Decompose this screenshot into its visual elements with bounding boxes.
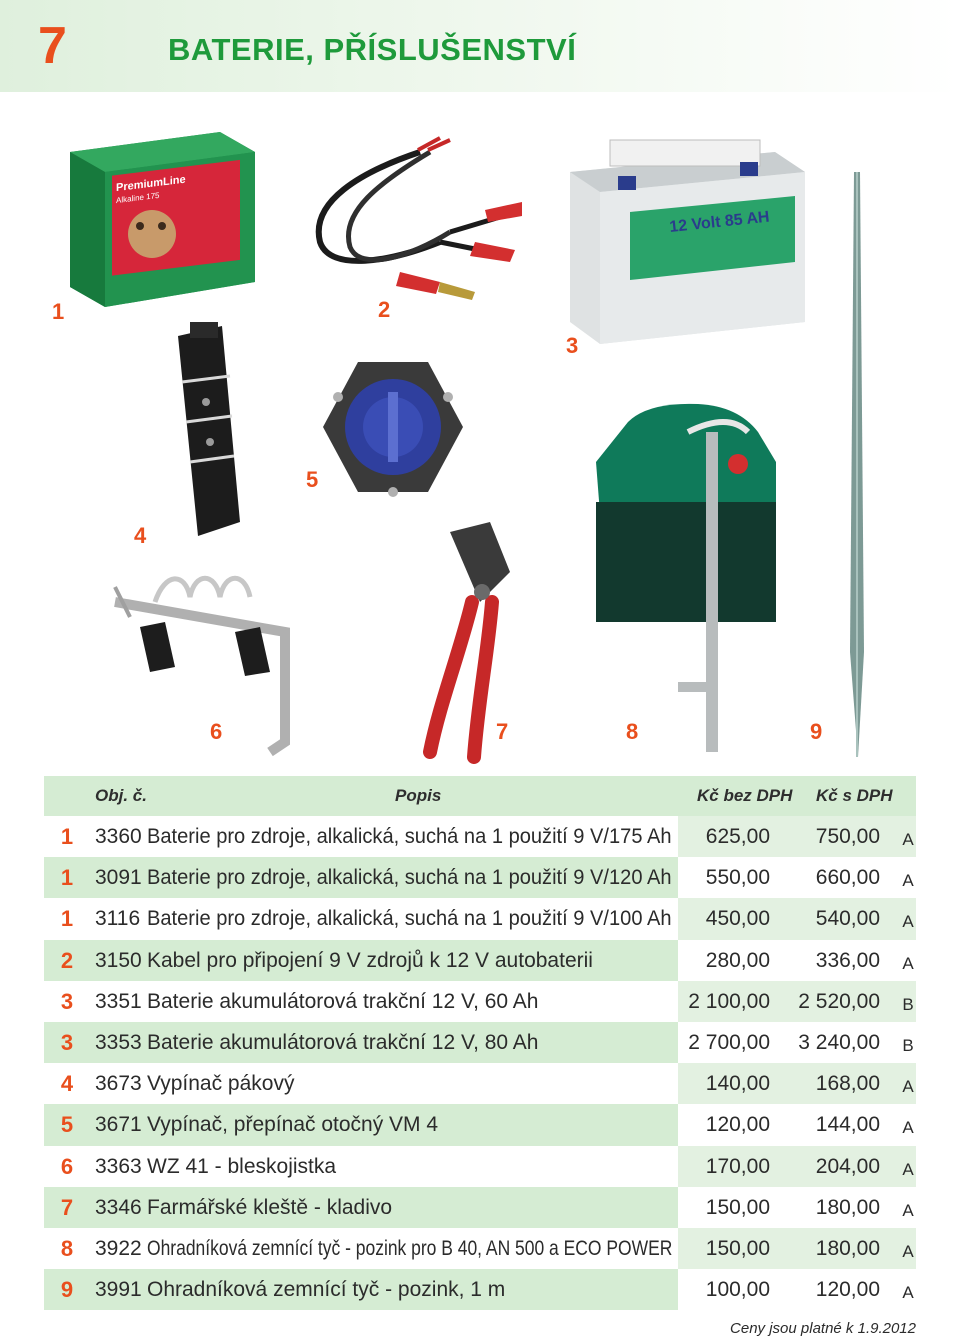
header-price-incl-vat: Kč s DPH xyxy=(816,786,893,805)
battery-box-brand: PremiumLine xyxy=(116,173,186,195)
vat-class: A xyxy=(902,953,914,973)
order-code: 3671 xyxy=(95,1113,142,1137)
item-description: Baterie pro zdroje, alkalická, suchá na 1 použití 9 V/175 Ah xyxy=(147,825,672,848)
item-description: Farmářské kleště - kladivo xyxy=(147,1195,393,1219)
table-row xyxy=(0,1104,960,1145)
price-incl-vat: 204,00 xyxy=(815,1154,880,1178)
order-code: 3673 xyxy=(95,1072,142,1096)
lever-switch-image xyxy=(160,322,250,542)
figure-label-6: 6 xyxy=(210,719,223,744)
order-code: 3991 xyxy=(95,1278,142,1302)
price-incl-vat: 180,00 xyxy=(815,1195,880,1219)
validity-note: Ceny jsou platné k 1.9.2012 xyxy=(730,1320,916,1337)
chapter-number: 7 xyxy=(38,17,67,75)
header-code: Obj. č. xyxy=(95,786,147,805)
ground-rod-image xyxy=(838,172,878,762)
vat-class: A xyxy=(902,1241,914,1261)
item-description: Baterie akumulátorová trakční 12 V, 60 Ah xyxy=(147,989,539,1013)
figure-label-3: 3 xyxy=(566,333,579,358)
table-row xyxy=(0,1187,960,1228)
price-incl-vat: 540,00 xyxy=(815,907,880,931)
table-row xyxy=(0,816,960,857)
table-row xyxy=(0,1228,960,1269)
vat-class: A xyxy=(902,830,914,849)
table-row xyxy=(0,1063,960,1104)
rotary-switch-image xyxy=(318,352,468,502)
price-excl-vat: 170,00 xyxy=(705,1154,770,1178)
order-code: 3360 xyxy=(95,825,142,848)
product-figures xyxy=(0,92,960,772)
vat-class: A xyxy=(902,1200,914,1220)
price-excl-vat: 100,00 xyxy=(705,1278,770,1302)
picture-number: 7 xyxy=(60,1194,74,1220)
picture-number: 3 xyxy=(60,988,74,1014)
figure-label-8: 8 xyxy=(626,719,639,744)
picture-number: 2 xyxy=(60,947,74,973)
price-excl-vat: 120,00 xyxy=(705,1113,770,1137)
header-description: Popis xyxy=(395,786,442,805)
picture-number: 4 xyxy=(60,1071,74,1097)
picture-number: 1 xyxy=(60,824,74,849)
price-excl-vat: 280,00 xyxy=(705,948,770,972)
item-description: Ohradníková zemnící tyč - pozink, 1 m xyxy=(147,1278,506,1302)
price-incl-vat: 144,00 xyxy=(815,1113,880,1137)
table-row xyxy=(0,981,960,1022)
figure-label-4: 4 xyxy=(134,523,147,548)
order-code: 3351 xyxy=(95,989,142,1013)
picture-number: 9 xyxy=(60,1277,74,1303)
picture-number: 1 xyxy=(60,906,74,932)
vat-class: B xyxy=(902,994,914,1014)
header-price-excl-vat: Kč bez DPH xyxy=(697,786,793,805)
item-description: Kabel pro připojení 9 V zdrojů k 12 V autobaterii xyxy=(147,948,593,972)
table-row xyxy=(0,1269,960,1310)
page-header xyxy=(0,0,960,92)
item-description: Vypínač, přepínač otočný VM 4 xyxy=(147,1113,439,1137)
table-header-row xyxy=(0,776,960,816)
price-excl-vat: 150,00 xyxy=(705,1195,770,1219)
vat-class: A xyxy=(902,871,914,891)
picture-number: 6 xyxy=(60,1153,74,1179)
table-row xyxy=(0,1146,960,1187)
order-code: 3353 xyxy=(95,1030,142,1054)
item-description: Baterie pro zdroje, alkalická, suchá na 1 použití 9 V/100 Ah xyxy=(147,907,672,931)
vat-class: A xyxy=(902,912,914,932)
price-excl-vat: 450,00 xyxy=(705,907,770,931)
price-excl-vat: 550,00 xyxy=(705,866,770,890)
price-excl-vat: 140,00 xyxy=(705,1072,770,1096)
figure-label-5: 5 xyxy=(306,467,319,492)
item-description: WZ 41 - bleskojistka xyxy=(147,1154,337,1178)
table-body xyxy=(0,816,960,1310)
table-row xyxy=(0,857,960,898)
price-incl-vat: 3 240,00 xyxy=(798,1030,880,1054)
vat-class: B xyxy=(902,1035,914,1055)
price-excl-vat: 2 700,00 xyxy=(688,1030,770,1054)
picture-number: 8 xyxy=(60,1235,74,1261)
energizer-image xyxy=(588,402,788,762)
table-row xyxy=(0,940,960,981)
picture-number: 5 xyxy=(60,1112,74,1138)
figure-label-1: 1 xyxy=(52,299,65,324)
picture-number: 3 xyxy=(60,1029,74,1055)
car-battery-image xyxy=(560,132,810,347)
picture-number: 1 xyxy=(60,865,74,891)
order-code: 3150 xyxy=(95,948,142,972)
order-code: 3346 xyxy=(95,1195,142,1219)
order-code: 3363 xyxy=(95,1154,142,1178)
order-code: 3091 xyxy=(95,866,142,890)
item-description: Vypínač pákový xyxy=(147,1072,295,1096)
item-description: Ohradníková zemnící tyč - pozink pro B 40, AN 500 a ECO POWER xyxy=(147,1236,673,1260)
price-incl-vat: 660,00 xyxy=(815,866,880,890)
price-excl-vat: 150,00 xyxy=(705,1236,770,1260)
lightning-arrester-image xyxy=(95,572,305,772)
car-battery-label: 12 Volt 85 AH xyxy=(668,208,771,236)
order-code: 3116 xyxy=(95,907,141,931)
figure-label-2: 2 xyxy=(378,297,391,322)
price-incl-vat: 336,00 xyxy=(815,948,880,972)
page-title: BATERIE, PŘÍSLUŠENSTVÍ xyxy=(168,32,577,67)
price-excl-vat: 625,00 xyxy=(705,825,770,848)
price-incl-vat: 180,00 xyxy=(815,1236,880,1260)
vat-class: A xyxy=(902,1118,914,1138)
table-row xyxy=(0,898,960,939)
price-incl-vat: 168,00 xyxy=(815,1072,880,1096)
item-description: Baterie pro zdroje, alkalická, suchá na 1 použití 9 V/120 Ah xyxy=(147,866,672,890)
battery-box-model: Alkaline 175 xyxy=(116,190,160,206)
figure-label-9: 9 xyxy=(810,719,823,744)
cable-clamps-image xyxy=(300,132,530,312)
battery-box-image xyxy=(60,122,260,312)
item-description: Baterie akumulátorová trakční 12 V, 80 Ah xyxy=(147,1030,539,1054)
price-excl-vat: 2 100,00 xyxy=(688,989,770,1013)
vat-class: A xyxy=(902,1283,914,1303)
table-row xyxy=(0,1022,960,1063)
vat-class: A xyxy=(902,1159,914,1179)
figure-label-7: 7 xyxy=(496,719,509,744)
pliers-image xyxy=(400,512,530,772)
vat-class: A xyxy=(902,1077,914,1097)
price-incl-vat: 750,00 xyxy=(815,825,880,848)
order-code: 3922 xyxy=(95,1236,142,1260)
price-incl-vat: 2 520,00 xyxy=(798,989,880,1013)
price-incl-vat: 120,00 xyxy=(815,1278,880,1302)
